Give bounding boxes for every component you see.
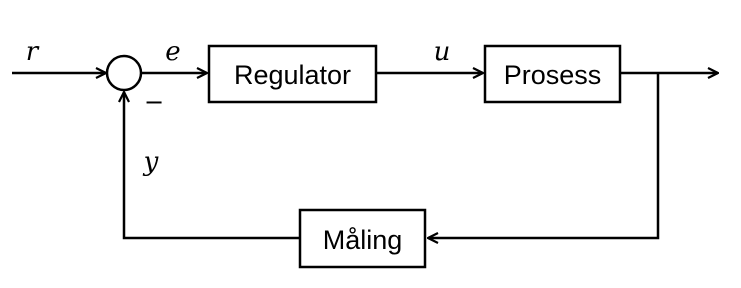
signal-label-e: e <box>165 37 181 67</box>
signal-label-u: u <box>433 37 451 67</box>
signal-label-r: r <box>25 37 39 67</box>
regulator-label: Regulator <box>233 60 352 90</box>
prosess-label: Prosess <box>503 60 602 90</box>
signal-label-y: y <box>143 147 159 177</box>
maling-label: Måling <box>322 225 403 255</box>
feedback-minus-sign: − <box>143 88 165 116</box>
summing-junction <box>107 56 141 90</box>
